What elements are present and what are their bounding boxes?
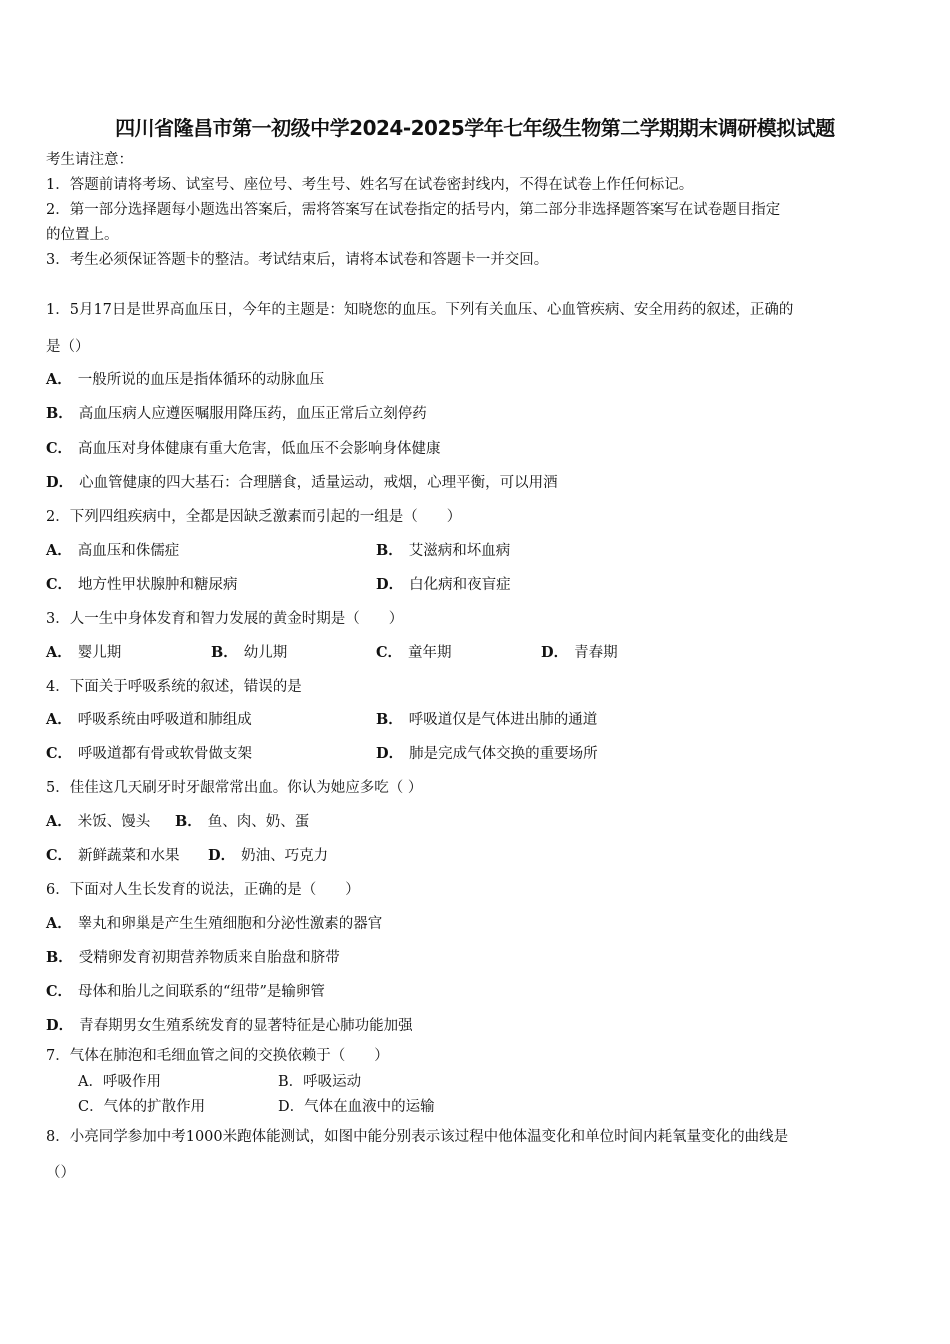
option-text: 呼吸道仅是气体进出肺的通道: [408, 712, 598, 728]
option-text: 青春期: [574, 645, 618, 661]
option-label: D．: [208, 847, 236, 864]
option-label: C．: [376, 644, 403, 661]
option-text: 艾滋病和坏血病: [408, 543, 511, 559]
option-c: [46, 439, 441, 459]
option-b: [46, 404, 427, 424]
option-c: [46, 846, 180, 866]
option-text: 高血压和侏儒症: [77, 543, 180, 559]
option-a: [46, 541, 179, 561]
option-a: [46, 710, 252, 730]
option-label: A．: [46, 644, 72, 661]
option-label: A．: [46, 813, 72, 830]
question-stem: 3．人一生中身体发育和智力发展的黄金时期是（ ）: [46, 611, 404, 627]
option-label: C．: [46, 576, 73, 593]
option-text: 肺是完成气体交换的重要场所: [409, 746, 598, 762]
option-text: 地方性甲状腺肿和糖尿病: [78, 577, 238, 593]
option-label: B．: [175, 813, 202, 830]
option-b: [211, 643, 287, 663]
question-stem: 2．下列四组疾病中，全都是因缺乏激素而引起的一组是（ ）: [46, 509, 462, 525]
option-d: [46, 1016, 413, 1036]
option-c: [78, 1097, 205, 1117]
option-text: 青春期男女生殖系统发育的显著特征是心肺功能加强: [79, 1018, 413, 1034]
option-text: 受精卵发育初期营养物质来自胎盘和脐带: [78, 950, 340, 966]
option-label: C．: [46, 847, 73, 864]
option-b: [278, 1072, 361, 1092]
option-label: B．: [46, 405, 73, 422]
page-title: 四川省隆昌市第一初级中学2024-2025学年七年级生物第二学期期末调研模拟试题: [115, 116, 835, 140]
option-text: 呼吸作用: [102, 1074, 161, 1090]
question-stem: （）: [46, 1165, 75, 1181]
question-stem: 是（）: [46, 339, 90, 355]
option-c: [46, 575, 238, 595]
option-text: 幼儿期: [243, 645, 288, 661]
option-text: 呼吸道都有骨或软骨做支架: [78, 746, 253, 762]
option-a: [46, 812, 150, 832]
notice-heading: 考生请注意：: [46, 152, 133, 168]
option-text: 高血压病人应遵医嘱服用降压药，血压正常后立刻停药: [78, 406, 427, 422]
option-label: D．: [376, 745, 404, 762]
option-label: A．: [78, 1074, 103, 1090]
option-text: 心血管健康的四大基石：合理膳食，适量运动，戒烟，心理平衡，可以用酒: [79, 475, 558, 491]
option-text: 一般所说的血压是指体循环的动脉血压: [77, 372, 325, 388]
question-stem: 8．小亮同学参加中考1000米跑体能测试，如图中能分别表示该过程中他体温变化和单位时间内耗氧量变化的曲线是: [46, 1129, 789, 1145]
option-b: [175, 812, 309, 832]
option-text: 婴儿期: [77, 645, 122, 661]
option-label: A．: [46, 542, 72, 559]
notice-item: 1．答题前请将考场、试室号、座位号、考生号、姓名写在试卷密封线内，不得在试卷上作任何标记。: [46, 177, 694, 193]
option-text: 白化病和夜盲症: [409, 577, 511, 593]
option-label: D．: [46, 474, 74, 491]
option-text: 母体和胎儿之间联系的“纽带”是输卵管: [78, 984, 325, 1000]
option-b: [376, 541, 510, 561]
option-d: [541, 643, 618, 663]
option-text: 睾丸和卵巢是产生生殖细胞和分泌性激素的器官: [77, 916, 383, 932]
option-label: C．: [46, 440, 73, 457]
option-label: A．: [46, 371, 72, 388]
option-c: [46, 744, 252, 764]
option-label: D．: [278, 1099, 305, 1115]
option-label: B．: [211, 644, 238, 661]
question-stem: 1．5月17日是世界高血压日，今年的主题是：知晓您的血压。下列有关血压、心血管疾病、安全用药的叙述，正确的: [46, 302, 794, 318]
option-label: B．: [376, 542, 403, 559]
option-label: C．: [78, 1099, 104, 1115]
option-text: 鱼、肉、奶、蛋: [207, 814, 310, 830]
option-text: 童年期: [408, 645, 452, 661]
option-label: C．: [46, 745, 73, 762]
option-label: D．: [46, 1017, 74, 1034]
option-label: A．: [46, 915, 72, 932]
option-d: [208, 846, 328, 866]
option-c: [46, 982, 325, 1002]
option-label: B．: [278, 1074, 304, 1090]
option-d: [376, 575, 511, 595]
option-label: D．: [541, 644, 569, 661]
option-d: [376, 744, 598, 764]
option-text: 气体在血液中的运输: [304, 1099, 435, 1115]
option-text: 米饭、馒头: [77, 814, 151, 830]
option-b: [376, 710, 597, 730]
option-label: C．: [46, 983, 73, 1000]
option-text: 呼吸运动: [303, 1074, 362, 1090]
notice-item: 3．考生必须保证答题卡的整洁。考试结束后，请将本试卷和答题卡一并交回。: [46, 252, 549, 268]
option-text: 呼吸系统由呼吸道和肺组成: [77, 712, 252, 728]
option-text: 新鲜蔬菜和水果: [78, 848, 180, 864]
option-text: 高血压对身体健康有重大危害，低血压不会影响身体健康: [78, 441, 441, 457]
option-b: [46, 948, 340, 968]
option-text: 奶油、巧克力: [241, 848, 329, 864]
option-c: [376, 643, 452, 663]
question-stem: 5．佳佳这几天刷牙时牙龈常常出血。你认为她应多吃（ ）: [46, 780, 423, 796]
question-stem: 7．气体在肺泡和毛细血管之间的交换依赖于（ ）: [46, 1048, 389, 1064]
notice-item: 的位置上。: [46, 227, 119, 243]
question-stem: 6．下面对人生长发育的说法，正确的是（ ）: [46, 882, 360, 898]
option-label: B．: [46, 949, 73, 966]
option-a: [46, 643, 121, 663]
option-a: [78, 1072, 161, 1092]
option-a: [46, 370, 324, 390]
option-text: 气体的扩散作用: [103, 1099, 206, 1115]
question-stem: 4．下面关于呼吸系统的叙述，错误的是: [46, 679, 302, 695]
notice-item: 2．第一部分选择题每小题选出答案后，需将答案写在试卷指定的括号内，第二部分非选择题答案写在试卷题目指定: [46, 202, 781, 218]
option-a: [46, 914, 382, 934]
option-d: [278, 1097, 435, 1117]
option-d: [46, 473, 558, 493]
option-label: D．: [376, 576, 404, 593]
option-label: A．: [46, 711, 72, 728]
option-label: B．: [376, 711, 403, 728]
